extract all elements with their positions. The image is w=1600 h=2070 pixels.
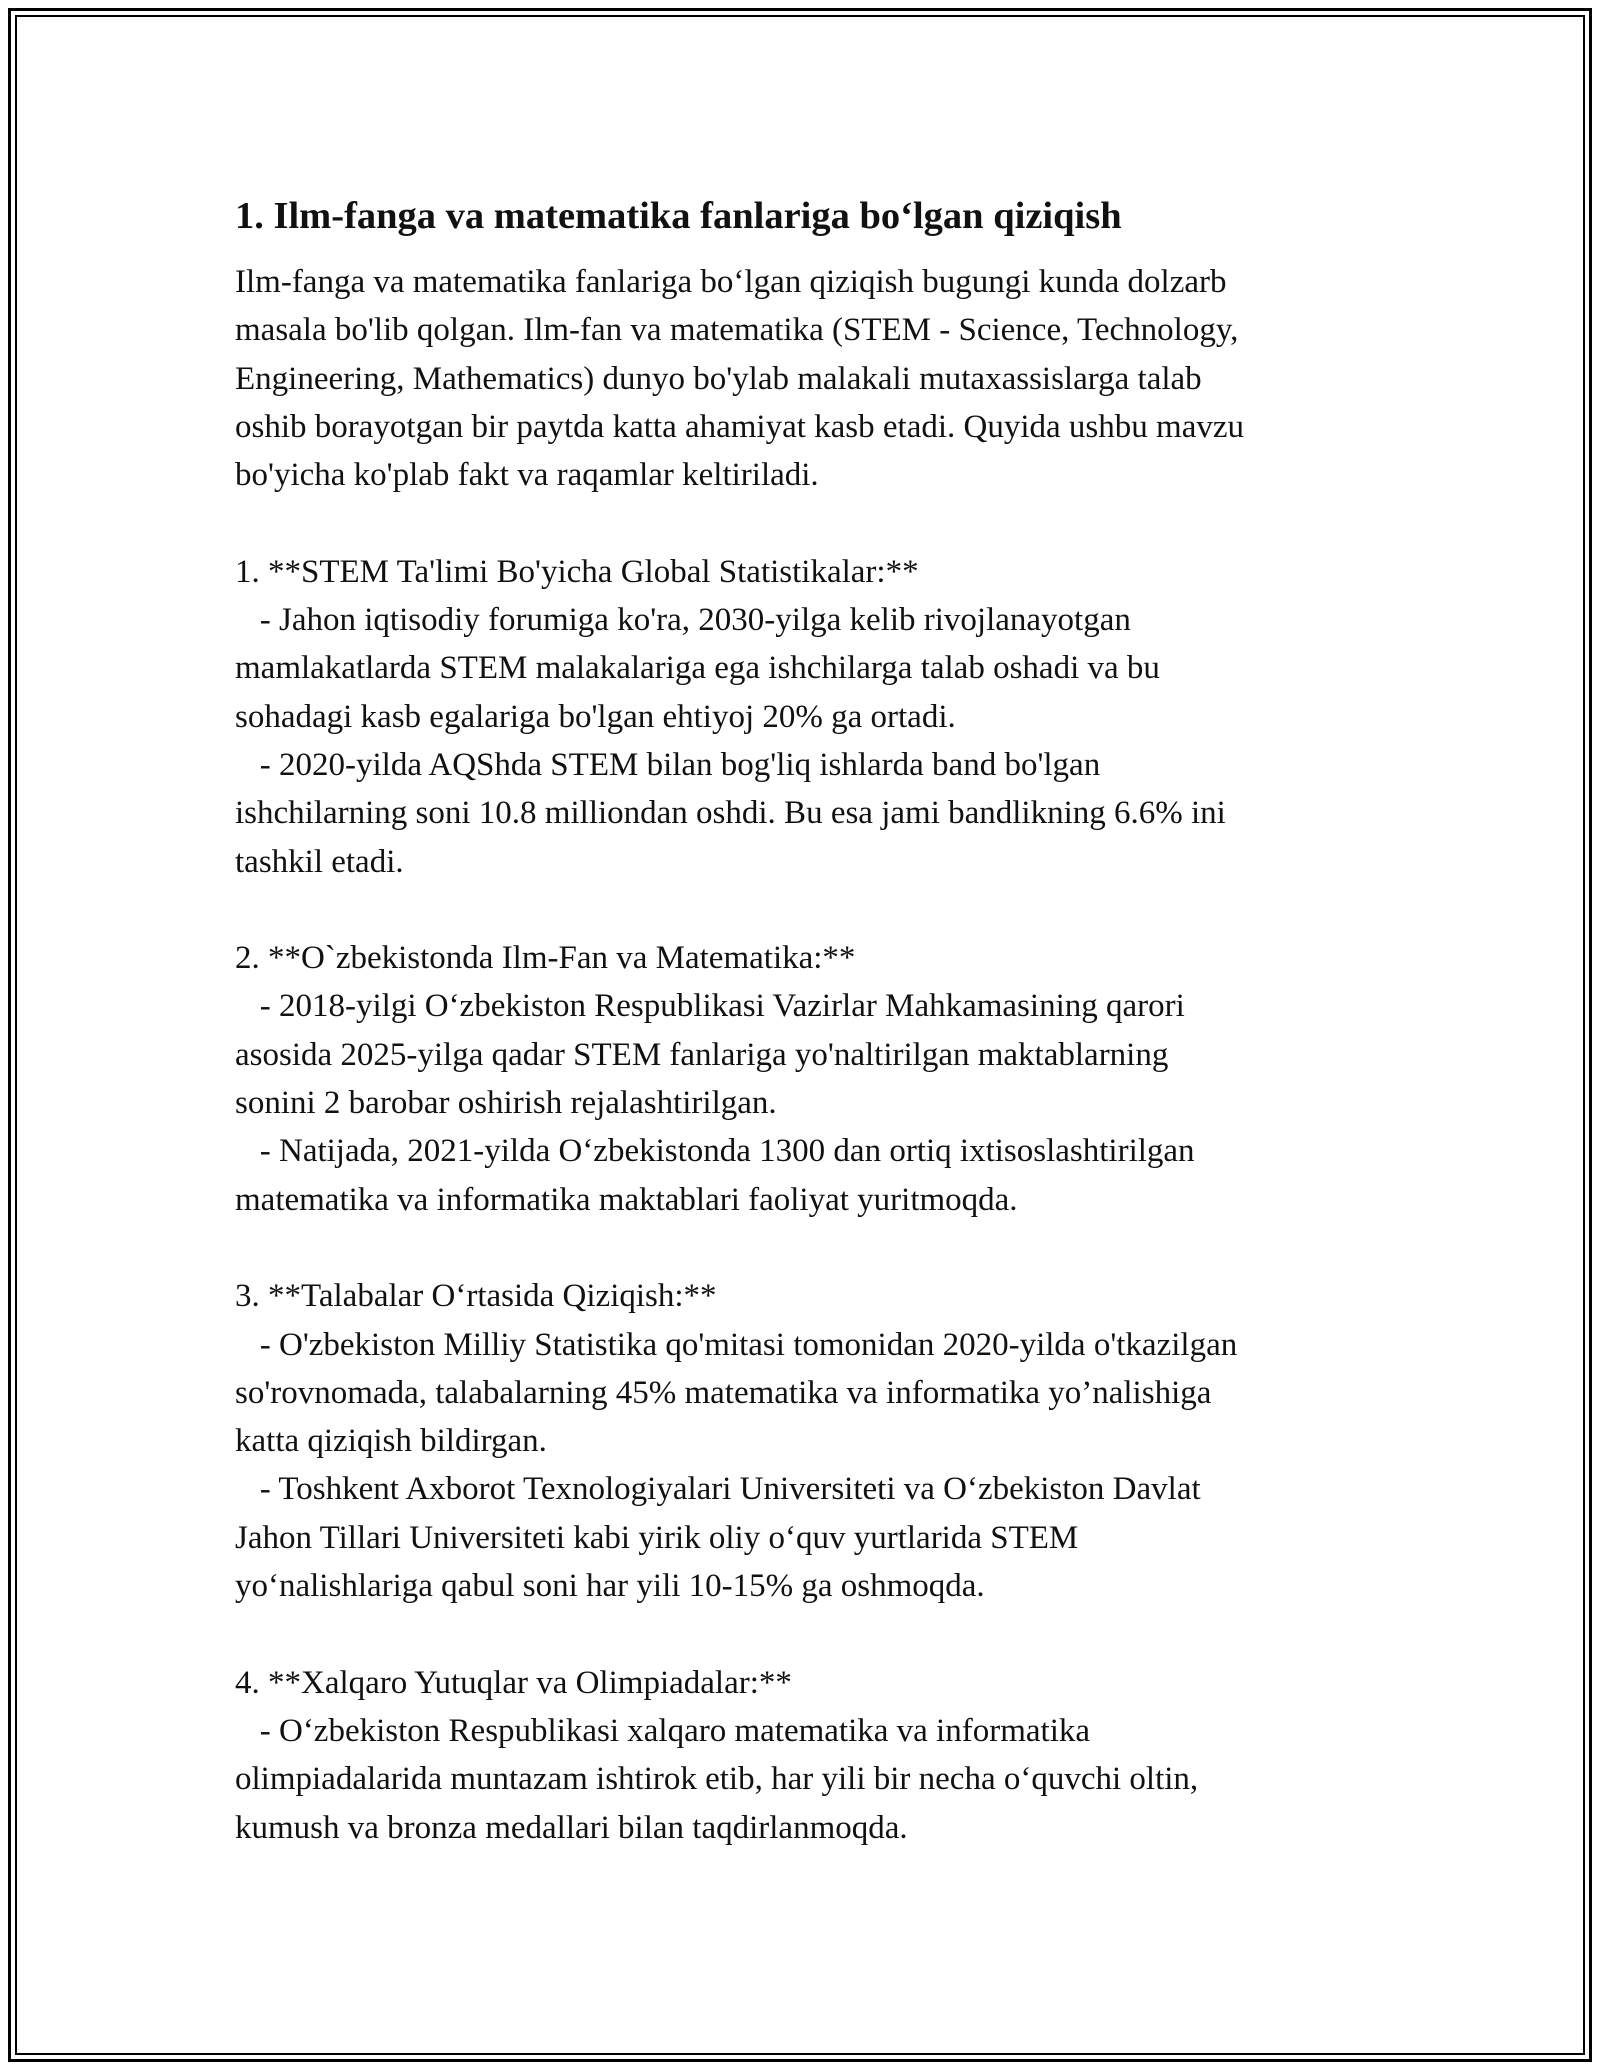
text-line: oshib borayotgan bir paytda katta ahamiyat kasb etadi. Quyida ushbu mavzu — [235, 408, 1244, 445]
text-line: katta qiziqish bildirgan. — [235, 1423, 547, 1460]
text-line: - 2018-yilgi O‘zbekiston Respublikasi Vazirlar Mahkamasining qarori — [235, 988, 1185, 1025]
list-item-title: 1. **STEM Ta'limi Bo'yicha Global Statistikalar:** — [235, 553, 919, 590]
text-line: - 2020-yilda AQShda STEM bilan bog'liq ishlarda band bo'lgan — [235, 746, 1101, 783]
text-line: mamlakatlarda STEM malakalariga ega ishchilarga talab oshadi va bu — [235, 650, 1160, 687]
section-heading: 1. Ilm-fanga va matematika fanlariga bo‘lgan qiziqish — [235, 195, 1122, 237]
text-line: Ilm-fanga va matematika fanlariga bo‘lgan qiziqish bugungi kunda dolzarb — [235, 264, 1227, 300]
text-line: - O'zbekiston Milliy Statistika qo'mitasi tomonidan 2020-yilda o'tkazilgan — [235, 1326, 1238, 1363]
text-line: so'rovnomada, talabalarning 45% matematika va informatika yo’nalishiga — [235, 1374, 1212, 1411]
text-line: Engineering, Mathematics) dunyo bo'ylab malakali mutaxassislarga talab — [235, 360, 1202, 397]
list-section-global-stats — [235, 548, 1395, 886]
text-line: ishchilarning soni 10.8 milliondan oshdi. Bu esa jami bandlikning 6.6% ini — [235, 795, 1226, 832]
list-item-title: 4. **Xalqaro Yutuqlar va Olimpiadalar:** — [235, 1664, 792, 1701]
paragraph-gap — [235, 886, 1395, 934]
text-line: tashkil etadi. — [235, 843, 404, 880]
text-line: - Jahon iqtisodiy forumiga ko'ra, 2030-yilga kelib rivojlanayotgan — [235, 602, 1131, 639]
list-item-title: 2. **O`zbekistonda Ilm-Fan va Matematika:** — [235, 940, 856, 977]
text-line: olimpiadalarida muntazam ishtirok etib, har yili bir necha o‘quvchi oltin, — [235, 1761, 1199, 1798]
text-line: matematika va informatika maktablari faoliyat yuritmoqda. — [235, 1181, 1018, 1218]
list-item-title: 3. **Talabalar O‘rtasida Qiziqish:** — [235, 1278, 717, 1315]
document-body — [235, 190, 1395, 1852]
text-line: sohadagi kasb egalariga bo'lgan ehtiyoj 20% ga ortadi. — [235, 698, 956, 735]
text-line: asosida 2025-yilga qadar STEM fanlariga yo'naltirilgan maktablarning — [235, 1036, 1169, 1073]
paragraph-gap — [235, 1610, 1395, 1658]
text-line: - O‘zbekiston Respublikasi xalqaro matematika va informatika — [235, 1712, 1091, 1749]
text-line: yo‘nalishlariga qabul soni har yili 10-15% ga oshmoqda. — [235, 1568, 985, 1605]
list-section-students — [235, 1272, 1395, 1610]
text-line: masala bo'lib qolgan. Ilm-fan va matematika (STEM - Science, Technology, — [235, 312, 1239, 349]
text-line: sonini 2 barobar oshirish rejalashtirilgan. — [235, 1085, 777, 1122]
intro-paragraph — [235, 258, 1395, 499]
text-line: - Natijada, 2021-yilda O‘zbekistonda 1300 dan ortiq ixtisoslashtirilgan — [235, 1133, 1195, 1170]
paragraph-gap — [235, 499, 1395, 547]
text-line: Jahon Tillari Universiteti kabi yirik oliy o‘quv yurtlarida STEM — [235, 1519, 1079, 1556]
text-line: - Toshkent Axborot Texnologiyalari Universiteti va O‘zbekiston Davlat — [235, 1471, 1201, 1508]
list-section-olympiads — [235, 1659, 1395, 1852]
paragraph-gap — [235, 1224, 1395, 1272]
list-section-uzbekistan — [235, 934, 1395, 1224]
text-line: kumush va bronza medallari bilan taqdirlanmoqda. — [235, 1809, 908, 1846]
text-line: bo'yicha ko'plab fakt va raqamlar keltiriladi. — [235, 457, 819, 494]
